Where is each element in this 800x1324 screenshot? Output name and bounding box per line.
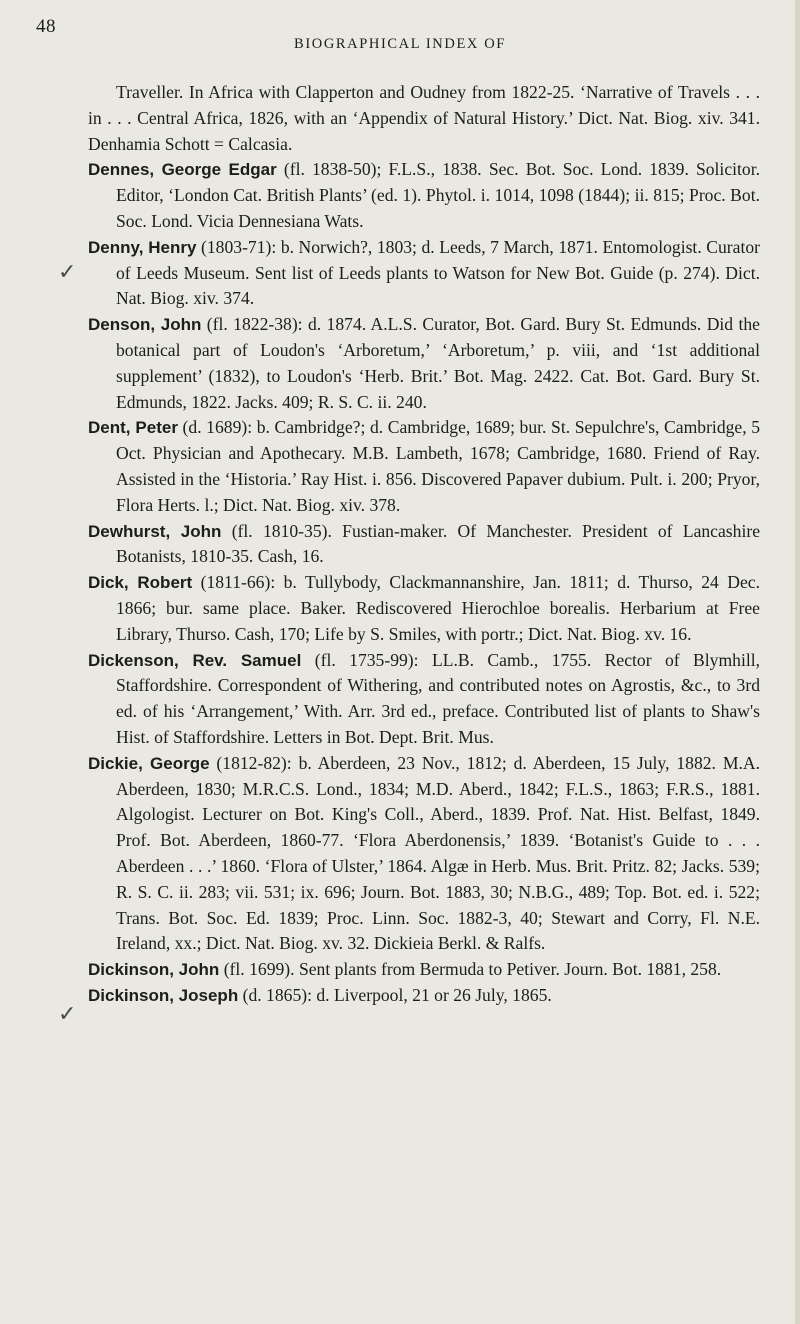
index-entry bbox=[88, 983, 760, 1009]
entry-text: (d. 1689): b. Cambridge?; d. Cambridge, 1689; bur. St. Sepulchre's, Cambridge, 5 Oct. Physician and Apothecary. M.B. Lambeth, 1678; Cambridge, 1680. Friend of Ray. Assisted in the ‘Historia.’ Ray Hist. i. 856. Discovered Papaver dubium. Pult. i. 200; Pryor, Flora Herts. l.; Dict. Nat. Biog. xiv. 378. bbox=[116, 417, 761, 515]
index-entry bbox=[88, 519, 760, 571]
entry-text: Traveller. In Africa with Clapperton and Oudney from 1822-25. ‘Narrative of Travels . . . in . . . Central Africa, 1826, with an ‘Appendix of Natural History.’ Dict. Nat. Biog. xiv. 341. Denhamia Schott = Calcasia. bbox=[88, 82, 760, 154]
entry-name: Dent, Peter bbox=[88, 418, 178, 438]
entry-name: Denny, Henry bbox=[88, 237, 197, 257]
entry-name: Denson, John bbox=[88, 315, 202, 335]
entry-name: Dickie, George bbox=[88, 753, 210, 773]
running-header: BIOGRAPHICAL INDEX OF bbox=[294, 36, 506, 52]
entry-text: (1803-71): b. Norwich?, 1803; d. Leeds, 7 March, 1871. Entomologist. Curator of Leeds Museum. Sent list of Leeds plants to Watson for New Bot. Guide (p. 274). Dict. Nat. Biog. xiv. 374. bbox=[116, 236, 761, 309]
index-entry bbox=[88, 80, 760, 157]
index-entry bbox=[88, 235, 760, 312]
entry-name: Dickinson, John bbox=[88, 960, 220, 980]
entry-text: (1812-82): b. Aberdeen, 23 Nov., 1812; d. Aberdeen, 15 July, 1882. M.A. Aberdeen, 1830; M.R.C.S. Lond., 1834; M.D. Aberd., 1842; F.L.S., 1863; F.R.S., 1881. Algologist. Lecturer on Bot. King's Coll., Aberd., 1839. Prof. Nat. Hist. Belfast, 1849. Prof. Bot. Aberdeen, 1860-77. ‘Flora Aberdonensis,’ 1839. ‘Botanist's Guide to . . . Aberdeen . . .’ 1860. ‘Flora of Ulster,’ 1864. Algæ in Herb. Mus. Brit. Pritz. 82; Jacks. 539; R. S. C. ii. 283; vii. 531; ix. 696; Journ. Bot. 1883, 30; N.B.G., 489; Top. Bot. ed. i. 522; Trans. Bot. Soc. Ed. 1839; Proc. Linn. Soc. 1882-3, 40; Stewart and Corry, Fl. N.E. Ireland, xx.; Dict. Nat. Biog. xv. 32. Dickieia Berkl. & Ralfs. bbox=[116, 752, 760, 954]
index-entry bbox=[88, 957, 760, 983]
entry-text: (1811-66): b. Tullybody, Clackmannanshire, Jan. 1811; d. Thurso, 24 Dec. 1866; bur. same place. Baker. Rediscovered Hierochloe borealis. Herbarium at Free Library, Thurso. Cash, 170; Life by S. Smiles, with portr.; Dict. Nat. Biog. xv. 16. bbox=[116, 572, 760, 644]
page-edge-shadow bbox=[795, 0, 800, 1324]
entry-text: (fl. 1810-35). Fustian-maker. Of Manchester. President of Lancashire Botanists, 1810-35. Cash, 16. bbox=[116, 520, 760, 567]
entry-text: (fl. 1735-99): LL.B. Camb., 1755. Rector of Blymhill, Staffordshire. Correspondent of Withering, and contributed notes on Agrostis, &c., to 3rd ed. of his ‘Arrangement,’ With. Arr. 3rd ed., preface. Contributed list of plants to Shaw's Hist. of Staffordshire. Letters in Bot. Dept. Brit. Mus. bbox=[116, 649, 761, 747]
index-entry bbox=[88, 157, 760, 234]
page-number: 48 bbox=[36, 16, 56, 37]
index-entry bbox=[88, 415, 760, 518]
entry-text: (fl. 1838-50); F.L.S., 1838. Sec. Bot. Soc. Lond. 1839. Solicitor. Editor, ‘London Cat. British Plants’ (ed. 1). Phytol. i. 1014, 1098 (1844); ii. 815; Proc. Bot. Soc. Lond. Vicia Dennesiana Wats. bbox=[116, 159, 760, 231]
index-entry bbox=[88, 312, 760, 415]
entry-name: Dickenson, Rev. Samuel bbox=[88, 650, 302, 670]
entry-name: Dewhurst, John bbox=[88, 521, 222, 541]
entry-text: (fl. 1699). Sent plants from Bermuda to Petiver. Journ. Bot. 1881, 258. bbox=[219, 959, 722, 980]
entry-text: (fl. 1822-38): d. 1874. A.L.S. Curator, Bot. Gard. Bury St. Edmunds. Did the botanical part of Loudon's ‘Arboretum,’ ‘Arboretum,’ p. viii, and ‘1st additional supplement’ (1832), to Loudon's ‘Herb. Brit.’ Bot. Mag. 2422. Cat. Bot. Gard. Bury St. Edmunds, 1822. Jacks. 409; R. S. C. ii. 240. bbox=[116, 314, 760, 412]
index-entry bbox=[88, 648, 760, 751]
entry-name: Dickinson, Joseph bbox=[88, 985, 239, 1005]
index-entry bbox=[88, 570, 760, 647]
entry-text: (d. 1865): d. Liverpool, 21 or 26 July, 1865. bbox=[238, 984, 552, 1005]
entry-name: Dick, Robert bbox=[88, 573, 193, 593]
index-entry bbox=[88, 751, 760, 957]
margin-checkmark-icon: ✓ bbox=[58, 260, 77, 285]
margin-checkmark-icon: ✓ bbox=[58, 1002, 77, 1027]
index-entries bbox=[88, 80, 760, 1009]
entry-name: Dennes, George Edgar bbox=[88, 160, 277, 180]
